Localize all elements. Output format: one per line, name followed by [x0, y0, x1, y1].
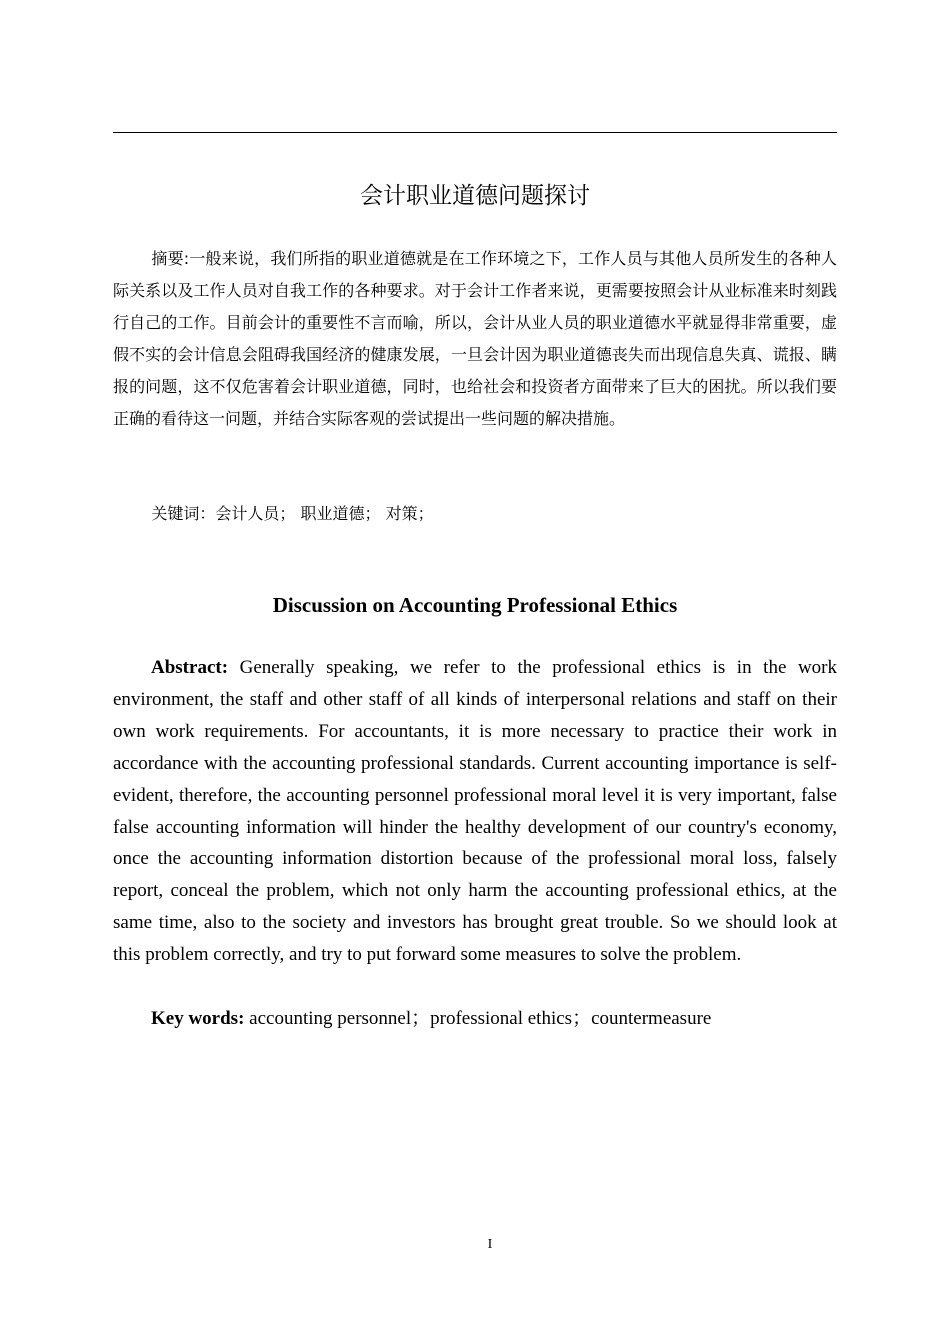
english-title: Discussion on Accounting Professional Ethics — [272, 593, 678, 617]
english-abstract-label: Abstract: — [151, 657, 229, 678]
chinese-abstract-label: 摘要: — [151, 249, 190, 268]
chinese-title: 会计职业道德问题探讨 — [360, 183, 590, 209]
english-abstract — [113, 652, 837, 971]
chinese-abstract — [113, 243, 837, 435]
chinese-keywords-label: 关键词： — [151, 504, 216, 523]
chinese-keywords — [113, 498, 837, 530]
chinese-keywords-text: 会计人员； 职业道德； 对策； — [215, 504, 434, 523]
chinese-abstract-text: 一般来说，我们所指的职业道德就是在工作环境之下，工作人员与其他人员所发生的各种人际关系以及工作人员对自我工作的各种要求。对于会计工作者来说，更需要按照会计从业标准来时刻践行自己的工作。目前会计的重要性不言而喻，所以，会计从业人员的职业道德水平就显得非常重要，虚假不实的会计信息会阻碍我国经济的健康发展，一旦会计因为职业道德丧失而出现信息失真、谎报、瞒报的问题，这不仅危害着会计职业道德，同时，也给社会和投资者方面带来了巨大的困扰。所以我们要正确的看待这一问题，并结合实际客观的尝试提出一些问题的解决措施。 — [113, 249, 837, 428]
page-number: I — [487, 1237, 493, 1252]
header-rule — [113, 132, 837, 133]
english-keywords-label: Key words: — [151, 1008, 245, 1029]
english-keywords — [113, 1003, 837, 1035]
english-keywords-text: accounting personnel；professional ethics；countermeasure — [249, 1008, 712, 1029]
english-abstract-text: Generally speaking, we refer to the professional ethics is in the work environment, the staff and other staff of all kinds of interpersonal relations and staff on their own work requirements. For accountants, it is more necessary to practice their work in accordance with the accounting professional standards. Current accounting importance is self-evident, therefore, the accounting personnel professional moral level it is very important, false false accounting information will hinder the healthy development of our country's economy, once the accounting information distortion because of the professional moral loss, falsely report, conceal the problem, which not only harm the accounting professional ethics, at the same time, also to the society and investors has brought great trouble. So we should look at this problem correctly, and try to put forward some measures to solve the problem. — [113, 657, 837, 966]
